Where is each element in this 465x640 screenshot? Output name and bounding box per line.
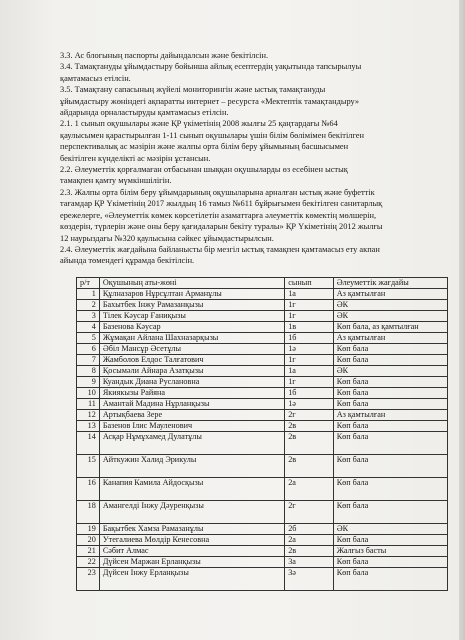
- class-cell: 2в: [285, 421, 334, 432]
- status-cell: Көп бала: [333, 501, 447, 524]
- student-name-cell: Канапия Камила Айдосқызы: [99, 478, 284, 501]
- row-number-cell: 16: [77, 478, 100, 501]
- class-cell: 2в: [285, 432, 334, 455]
- table-row: [77, 388, 448, 399]
- student-name-cell: Қосымәли Айнара Азатқызы: [99, 366, 284, 377]
- paragraph-line: көздерін, түрлерін және оны беру қағидаларын бекіту туралы» ҚР Үкіметінің 2012 жылғы: [60, 222, 383, 232]
- status-cell: Көп бала: [333, 355, 447, 366]
- class-cell: 3ә: [285, 568, 334, 591]
- table-row: [77, 455, 448, 478]
- status-cell: Көп бала: [333, 388, 447, 399]
- status-cell: Көп бала: [333, 557, 447, 568]
- class-cell: 2а: [285, 478, 334, 501]
- class-cell: 1г: [285, 300, 334, 311]
- status-cell: Көп бала: [333, 568, 447, 591]
- class-cell: 1в: [285, 322, 334, 333]
- paragraph-line: бекітілген күнделікті ас мәзірін ұстансын.: [60, 153, 211, 163]
- row-number-cell: 9: [77, 377, 100, 388]
- table-row: [77, 311, 448, 322]
- document-body: [60, 50, 465, 267]
- class-cell: 1б: [285, 333, 334, 344]
- table-row: [77, 432, 448, 455]
- row-number-cell: 20: [77, 535, 100, 546]
- paragraph-line: айында төмендегі құрамда бекітілсін.: [60, 256, 195, 266]
- student-name-cell: Айткужин Халид Эрикулы: [99, 455, 284, 478]
- table-row: [77, 568, 448, 591]
- student-name-cell: Куандык Диана Руслановна: [99, 377, 284, 388]
- status-cell: Көп бала: [333, 455, 447, 478]
- student-name-cell: Тілек Кәусар Ғаниқызы: [99, 311, 284, 322]
- status-cell: ӘК: [333, 300, 447, 311]
- table-row: [77, 355, 448, 366]
- table-header-row: [77, 278, 448, 289]
- row-number-cell: 23: [77, 568, 100, 591]
- row-number-cell: 10: [77, 388, 100, 399]
- class-cell: 2в: [285, 455, 334, 478]
- row-number-cell: 2: [77, 300, 100, 311]
- status-cell: Көп бала: [333, 421, 447, 432]
- status-cell: Көп бала, аз қамтылған: [333, 322, 447, 333]
- row-number-cell: 1: [77, 289, 100, 300]
- class-cell: 2г: [285, 501, 334, 524]
- table-body: [77, 289, 448, 591]
- table-row: [77, 501, 448, 524]
- student-name-cell: Амангелді Інжу Дәуренқызы: [99, 501, 284, 524]
- class-cell: 1г: [285, 377, 334, 388]
- class-cell: 3а: [285, 557, 334, 568]
- header-class: сынып: [285, 278, 334, 289]
- row-number-cell: 5: [77, 333, 100, 344]
- row-number-cell: 12: [77, 410, 100, 421]
- students-table: [76, 277, 448, 591]
- row-number-cell: 19: [77, 524, 100, 535]
- status-cell: Көп бала: [333, 535, 447, 546]
- table-row: [77, 557, 448, 568]
- student-name-cell: Құлназаров Нұрсұлтан Арманұлы: [99, 289, 284, 300]
- row-number-cell: 4: [77, 322, 100, 333]
- paragraph-line: 2.1. 1 сынып оқушылары және ҚР үкіметінің 2008 жылғы 25 қаңтардағы №64: [60, 119, 338, 129]
- table-row: [77, 421, 448, 432]
- class-cell: 2а: [285, 535, 334, 546]
- paragraph-line: айдарында орналастыруды қамтамасыз етілсін.: [60, 108, 229, 118]
- status-cell: Көп бала: [333, 478, 447, 501]
- class-cell: 2г: [285, 410, 334, 421]
- status-cell: Көп бала: [333, 399, 447, 410]
- student-name-cell: Базенова Кәусар: [99, 322, 284, 333]
- status-cell: Көп бала: [333, 432, 447, 455]
- student-name-cell: Сәбит Алмас: [99, 546, 284, 557]
- student-name-cell: Амантай Мадина Нұрланқызы: [99, 399, 284, 410]
- table-row: [77, 289, 448, 300]
- paragraph-line: қамтамасыз етілсін.: [60, 73, 131, 83]
- student-name-cell: Бахытбек Інжу Рамазанқызы: [99, 300, 284, 311]
- table-row: [77, 478, 448, 501]
- status-cell: Аз қамтылған: [333, 410, 447, 421]
- row-number-cell: 14: [77, 432, 100, 455]
- row-number-cell: 11: [77, 399, 100, 410]
- table-row: [77, 410, 448, 421]
- table-row: [77, 535, 448, 546]
- table-row: [77, 333, 448, 344]
- status-cell: Жалғыз басты: [333, 546, 447, 557]
- student-name-cell: Бақытбек Хамза Рамазанұлы: [99, 524, 284, 535]
- status-cell: Аз қамтылған: [333, 333, 447, 344]
- table-row: [77, 344, 448, 355]
- row-number-cell: 15: [77, 455, 100, 478]
- class-cell: 2в: [285, 546, 334, 557]
- class-cell: 1ә: [285, 399, 334, 410]
- page-edge: [459, 0, 465, 640]
- row-number-cell: 21: [77, 546, 100, 557]
- paragraph-line: 2.3. Жалпы орта білім беру ұйымдарының оқушыларына арналған ыстық және буфеттік: [60, 187, 375, 197]
- student-name-cell: Утегалиева Мөлдір Кенесовна: [99, 535, 284, 546]
- student-name-cell: Дүйсен Маржан Ерланқызы: [99, 557, 284, 568]
- row-number-cell: 22: [77, 557, 100, 568]
- class-cell: 1а: [285, 289, 334, 300]
- student-name-cell: Артықбаева Зере: [99, 410, 284, 421]
- status-cell: ӘК: [333, 524, 447, 535]
- table-row: [77, 300, 448, 311]
- paragraph-line: ережелерге, «Әлеуметтік көмек көрсетілетін азаматтарға әлеуметтік көмектің мөлшерін,: [60, 210, 377, 220]
- table-row: [77, 366, 448, 377]
- class-cell: 1г: [285, 355, 334, 366]
- status-cell: Көп бала: [333, 344, 447, 355]
- row-number-cell: 6: [77, 344, 100, 355]
- student-name-cell: Жамболов Елдос Талғатович: [99, 355, 284, 366]
- status-cell: Көп бала: [333, 377, 447, 388]
- student-name-cell: Әбіл Мансұр Әсетұлы: [99, 344, 284, 355]
- student-name-cell: Якиякызы Райяна: [99, 388, 284, 399]
- row-number-cell: 8: [77, 366, 100, 377]
- row-number-cell: 13: [77, 421, 100, 432]
- student-name-cell: Жұмақан Айлана Шахназарқызы: [99, 333, 284, 344]
- paragraph-line: 3.4. Тамақтануды ұйымдастыру бойынша айлық есептердің уақытында тапсырылуы: [60, 62, 362, 72]
- header-status: Әлеуметтік жағдайы: [333, 278, 447, 289]
- paragraph-line: 3.5. Тамақтану сапасының жүйелі мониторингін және ыстық тамақтануды: [60, 85, 326, 95]
- row-number-cell: 7: [77, 355, 100, 366]
- student-name-cell: Дүйсен Інжу Ерланқызы: [99, 568, 284, 591]
- status-cell: ӘК: [333, 366, 447, 377]
- paragraph-line: ұйымдастыру жөніндегі ақпаратты интернет – ресурста «Мектептік тамақтандыру»: [60, 96, 360, 106]
- status-cell: ӘК: [333, 311, 447, 322]
- header-name: Оқушының аты-жөні: [99, 278, 284, 289]
- paragraph-line: перспективалық ас мәзірін және жалпы орта білім беру ұйымының басшысымен: [60, 142, 349, 152]
- table-row: [77, 399, 448, 410]
- table-row: [77, 524, 448, 535]
- paragraph-line: 12 наурыздағы №320 қаулысына сәйкес ұйымдастырылсын.: [60, 233, 274, 243]
- paragraph-line: 2.4. Әлеуметтік жағдайына байланысты бір мезгіл ыстық тамақпен қамтамасыз ету акпан: [60, 244, 380, 254]
- status-cell: Аз қамтылған: [333, 289, 447, 300]
- paragraph-line: қаулысымен қарастырылған 1-11 сынып оқушылары үшін білім бөлімімен бекітілген: [60, 130, 364, 140]
- header-number: р/т: [77, 278, 100, 289]
- class-cell: 1б: [285, 388, 334, 399]
- class-cell: 1а: [285, 366, 334, 377]
- row-number-cell: 3: [77, 311, 100, 322]
- paragraph-line: 2.2. Әлеуметтік қорғалмаған отбасынан шыққан оқушыларды өз есебінен ыстық: [60, 165, 348, 175]
- paragraph-line: 3.3. Ас блогының паспорты дайындалсын және бекітілсін.: [60, 51, 269, 60]
- paragraph-line: тағамдар ҚР Үкіметінің 2017 жылдың 16 тамыз №611 бұйрығымен бекітілген санитарлық: [60, 199, 383, 209]
- student-name-cell: Базенов Ілис Мауленович: [99, 421, 284, 432]
- class-cell: 2б: [285, 524, 334, 535]
- table-row: [77, 546, 448, 557]
- paragraph-line: тамақпен қамту мүмкіншілігін.: [60, 176, 172, 186]
- table-row: [77, 377, 448, 388]
- class-cell: 1ә: [285, 344, 334, 355]
- class-cell: 1г: [285, 311, 334, 322]
- row-number-cell: 18: [77, 501, 100, 524]
- student-name-cell: Асқар Нұмұхамед Дулатұлы: [99, 432, 284, 455]
- table-row: [77, 322, 448, 333]
